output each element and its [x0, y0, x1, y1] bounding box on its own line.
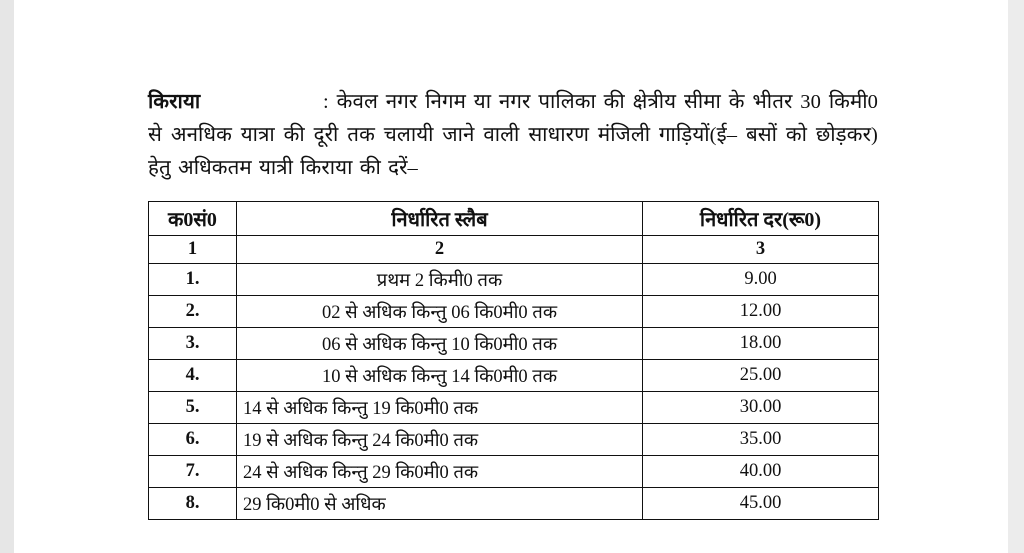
header-serial: क0सं0	[149, 201, 237, 235]
row-serial: 5.	[149, 391, 237, 423]
header-rate: निर्धारित दर(रू0)	[643, 201, 879, 235]
row-rate: 9.00	[643, 263, 879, 295]
row-serial: 3.	[149, 327, 237, 359]
table-row	[149, 391, 879, 423]
column-number-3: 3	[643, 235, 879, 263]
row-rate: 18.00	[643, 327, 879, 359]
table-header-row	[149, 201, 879, 235]
column-number-2: 2	[237, 235, 643, 263]
fare-paragraph	[148, 86, 878, 186]
row-slab: 10 से अधिक किन्तु 14 कि0मी0 तक	[237, 359, 643, 391]
row-slab: प्रथम 2 किमी0 तक	[237, 263, 643, 295]
table-row	[149, 263, 879, 295]
row-rate: 12.00	[643, 295, 879, 327]
row-rate: 30.00	[643, 391, 879, 423]
page-left-margin	[0, 0, 14, 553]
table-head	[149, 201, 879, 235]
row-rate: 45.00	[643, 487, 879, 519]
row-slab: 19 से अधिक किन्तु 24 कि0मी0 तक	[237, 423, 643, 455]
column-number-1: 1	[149, 235, 237, 263]
fare-heading-label: किराया	[148, 91, 201, 113]
header-slab: निर्धारित स्लैब	[237, 201, 643, 235]
fare-paragraph-text: केवल नगर निगम या नगर पालिका की क्षेत्रीय सीमा के भीतर 30 किमी0 से अनधिक यात्रा की दूरी तक चलायी जाने वाली साधारण मंजिली गाड़ियों(ई– बसों को छोड़कर) हेतु अधिकतम यात्री किराया की दरें–	[148, 91, 878, 180]
table-row	[149, 295, 879, 327]
table-row	[149, 455, 879, 487]
fare-rates-table	[148, 201, 879, 520]
row-slab: 29 कि0मी0 से अधिक	[237, 487, 643, 519]
table-row	[149, 423, 879, 455]
table-row	[149, 359, 879, 391]
row-serial: 6.	[149, 423, 237, 455]
row-slab: 02 से अधिक किन्तु 06 कि0मी0 तक	[237, 295, 643, 327]
row-slab: 24 से अधिक किन्तु 29 कि0मी0 तक	[237, 455, 643, 487]
row-rate: 35.00	[643, 423, 879, 455]
row-slab: 06 से अधिक किन्तु 10 कि0मी0 तक	[237, 327, 643, 359]
page-right-margin	[1008, 0, 1024, 553]
fare-heading-colon: :	[323, 91, 329, 113]
row-rate: 25.00	[643, 359, 879, 391]
row-slab: 14 से अधिक किन्तु 19 कि0मी0 तक	[237, 391, 643, 423]
row-serial: 1.	[149, 263, 237, 295]
row-serial: 7.	[149, 455, 237, 487]
row-rate: 40.00	[643, 455, 879, 487]
table-body	[149, 235, 879, 519]
table-row	[149, 327, 879, 359]
table-row	[149, 487, 879, 519]
row-serial: 4.	[149, 359, 237, 391]
row-serial: 2.	[149, 295, 237, 327]
row-serial: 8.	[149, 487, 237, 519]
document-content	[148, 86, 878, 520]
table-column-number-row	[149, 235, 879, 263]
